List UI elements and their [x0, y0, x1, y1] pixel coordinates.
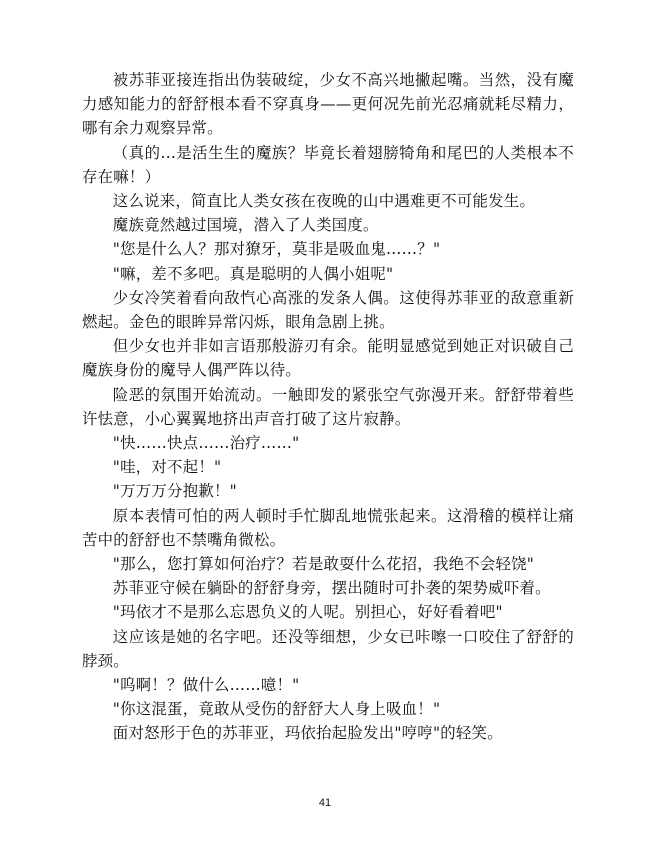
paragraph: 魔族竟然越过国境，潜入了人类国度。 [112, 216, 379, 235]
paragraph: "你这混蛋，竟敢从受伤的舒舒大人身上吸血！" [112, 700, 441, 719]
paragraph: "万万万分抱歉！" [112, 482, 237, 501]
paragraph: 原本表情可怕的两人顿时手忙脚乱地慌张起来。这滑稽的模样让痛苦中的舒舒也不禁嘴角微松。 [82, 506, 574, 549]
paragraph: 这么说来，简直比人类女孩在夜晚的山中遇难更不可能发生。 [112, 192, 536, 211]
paragraph: 少女冷笑着看向敌忾心高涨的发条人偶。这使得苏菲亚的敌意重新燃起。金色的眼眸异常闪烁，眼角急剧上挑。 [82, 288, 574, 332]
page-number: 41 [318, 797, 332, 809]
paragraph: "哇，对不起！" [112, 458, 222, 477]
paragraph: "那么，您打算如何治疗？若是敢耍什么花招，我绝不会轻饶" [112, 555, 535, 574]
paragraph: 这应该是她的名字吧。还没等细想，少女已咔嚓一口咬住了舒舒的脖颈。 [82, 627, 574, 670]
paragraph: 被苏菲亚接连指出伪装破绽，少女不高兴地撇起嘴。当然，没有魔力感知能力的舒舒根本看不穿真身——更何况先前光忍痛就耗尽精力，哪有余力观察异常。 [82, 71, 574, 138]
paragraph: 但少女也并非如言语那般游刃有余。能明显感觉到她正对识破自己魔族身份的魔导人偶严阵以待。 [82, 337, 574, 380]
body-text [82, 68, 574, 746]
paragraph: 险恶的氛围开始流动。一触即发的紧张空气弥漫开来。舒舒带着些许怯意，小心翼翼地挤出声音打破了这片寂静。 [82, 385, 574, 428]
paragraph: "快……快点……治疗……" [112, 434, 300, 453]
paragraph: "玛依才不是那么忘恩负义的人呢。别担心，好好看着吧" [112, 603, 503, 622]
paragraph: （真的...是活生生的魔族？毕竟长着翅膀犄角和尾巴的人类根本不存在嘛！） [82, 143, 574, 186]
paragraph: "您是什么人？那对獠牙，莫非是吸血鬼……？" [112, 240, 441, 259]
paragraph: 面对怒形于色的苏菲亚，玛依抬起脸发出"哼哼"的轻笑。 [112, 724, 503, 743]
paragraph: 苏菲亚守候在躺卧的舒舒身旁，摆出随时可扑袭的架势威吓着。 [112, 579, 551, 598]
paragraph: "呜啊！？做什么……噫！" [112, 676, 300, 695]
paragraph: "嘛，差不多吧。真是聪明的人偶小姐呢" [112, 264, 394, 283]
